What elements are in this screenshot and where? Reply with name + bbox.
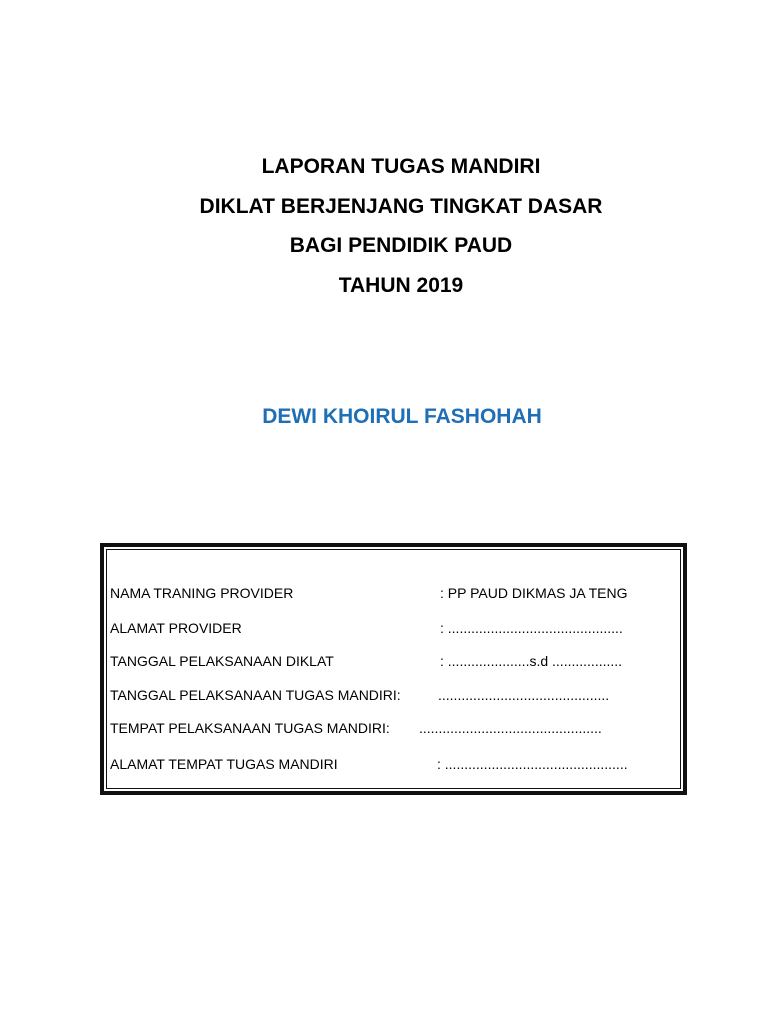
info-label: TANGGAL PELAKSANAAN TUGAS MANDIRI:	[110, 687, 401, 703]
info-label: TANGGAL PELAKSANAAN DIKLAT	[110, 653, 334, 669]
info-label: ALAMAT TEMPAT TUGAS MANDIRI	[110, 756, 338, 772]
info-label: ALAMAT PROVIDER	[110, 620, 242, 636]
info-value: : .....................s.d ..................	[440, 653, 623, 669]
title-line-2: DIKLAT BERJENJANG TINGKAT DASAR	[199, 194, 603, 218]
info-value: ............................................	[438, 687, 610, 703]
info-value: : ...............................................	[437, 756, 628, 772]
title-line-3: BAGI PENDIDIK PAUD	[289, 234, 513, 257]
report-title	[0, 147, 768, 305]
info-label: TEMPAT PELAKSANAAN TUGAS MANDIRI:	[110, 720, 390, 736]
info-value: : PP PAUD DIKMAS JA TENG	[440, 585, 628, 601]
info-label: NAMA TRANING PROVIDER	[110, 585, 294, 601]
info-value: ...............................................	[419, 720, 602, 736]
participant-name: DEWI KHOIRUL FASHOHAH	[262, 405, 542, 428]
title-line-1: LAPORAN TUGAS MANDIRI	[261, 155, 541, 178]
info-value: : .............................................	[440, 620, 623, 636]
provider-info-box	[100, 543, 687, 795]
title-line-4: TAHUN 2019	[338, 273, 464, 297]
